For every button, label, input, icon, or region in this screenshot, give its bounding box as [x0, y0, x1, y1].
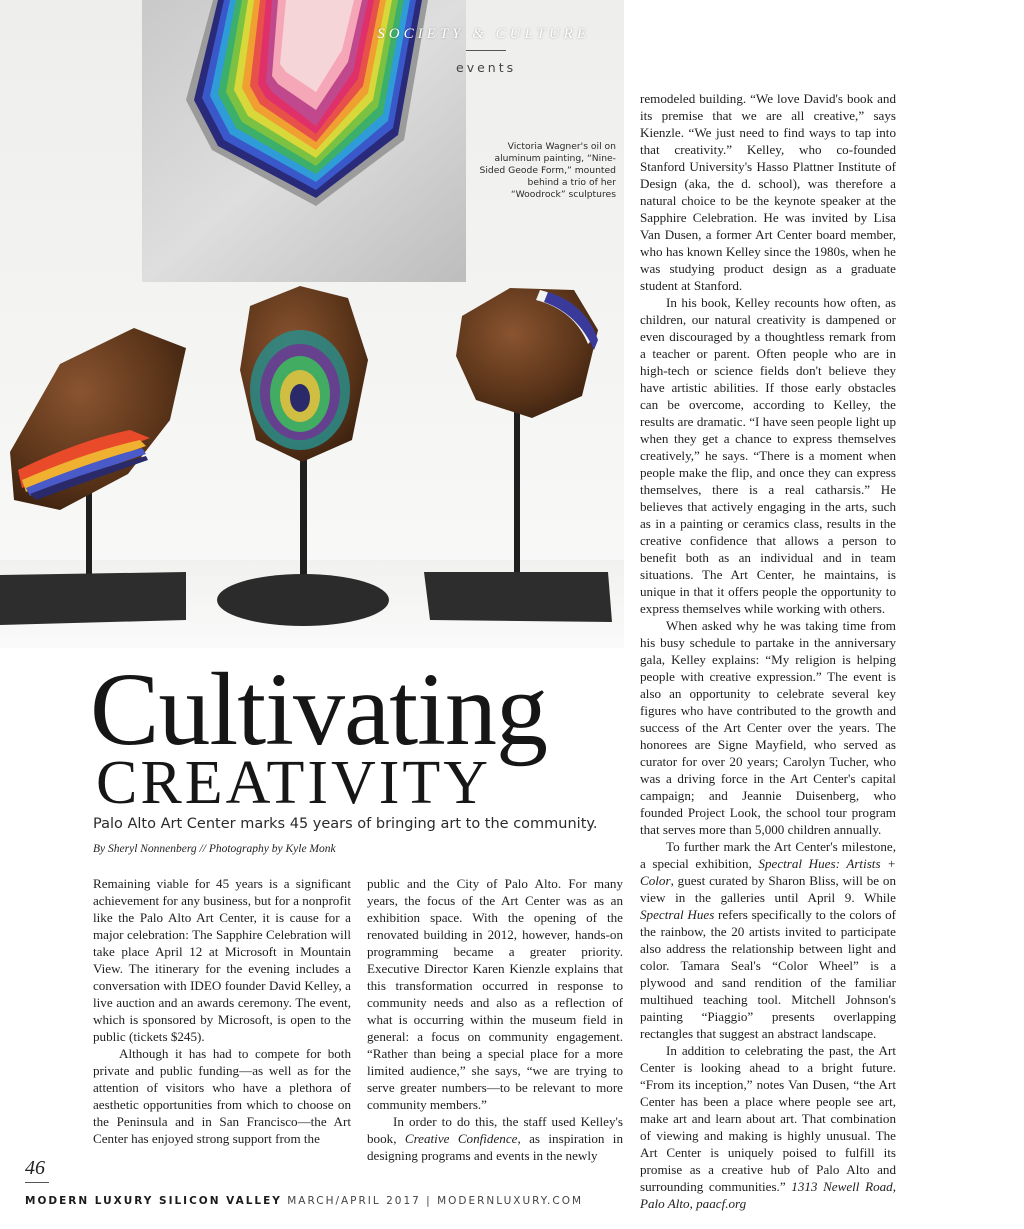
feature-photo [0, 0, 624, 648]
exhibition-title: Spectral Hues [640, 907, 715, 922]
exhibition-title: Spectral Hues: Artists + Color [640, 856, 896, 888]
body-column-2 [367, 875, 623, 1164]
text-run: To further mark the Art Center's milestone, a special exhibition, [640, 839, 896, 871]
article-dek: Palo Alto Art Center marks 45 years of bringing art to the community. [93, 816, 598, 832]
venue-address: 1313 Newell Road, Palo Alto, paacf.org [640, 1179, 896, 1211]
paragraph [640, 838, 896, 1042]
text-run: , as inspiration in designing programs and events in the newly [367, 1131, 623, 1163]
publication-name: MODERN LUXURY SILICON VALLEY [25, 1195, 282, 1207]
stand-right-base [424, 572, 612, 622]
photo-caption: Victoria Wagner's oil on aluminum painting, “Nine-Sided Geode Form,” mounted behind a trio of her “Woodrock” sculptures [479, 141, 616, 200]
text-run: In order to do this, the staff used Kelley's book, [367, 1114, 623, 1146]
page-footer [25, 1195, 583, 1207]
article-byline: By Sheryl Nonnenberg // Photography by Kyle Monk [93, 843, 336, 855]
book-title: Creative Confidence [404, 1131, 518, 1146]
page-number: 46 [25, 1157, 45, 1179]
page-number-rule [25, 1182, 49, 1183]
paragraph: Remaining viable for 45 years is a significant achievement for any business, but for a nonprofit like the Palo Alto Art Center, it is cause for a major celebration: The Sapphire Celebration will take place April 12 at Microsoft in Mountain View. The itinerary for the evening includes a conversation with IDEO founder David Kelley, a live auction and an awards ceremony. The event, which is sponsored by Microsoft, is open to the public (tickets $245). [93, 876, 351, 1044]
paragraph [367, 1113, 623, 1164]
photo-illustration [0, 0, 624, 648]
text-run: , guest curated by Sharon Bliss, will be on view in the galleries until April 9. While [640, 873, 896, 905]
text-run: refers specifically to the colors of the rainbow, the 20 artists invited to participate also address the relationship between light and color. Tamara Seal's “Color Wheel” is a plywood and sand rendition of the familiar multihued teaching tool. Mitchell Johnson's painting “Piaggio” presents overlapping rectangles that suggest an abstract landscape. [640, 907, 896, 1041]
stand-middle-pole [300, 450, 307, 580]
issue-date: MARCH/APRIL 2017 [287, 1195, 421, 1207]
body-column-1 [93, 875, 351, 1147]
footer-separator: | [426, 1195, 432, 1207]
stand-left-base [0, 572, 186, 625]
website-url[interactable]: MODERNLUXURY.COM [437, 1195, 584, 1207]
headline-sub: CREATIVITY [96, 749, 492, 817]
paragraph [640, 1042, 896, 1212]
stand-right-pole [514, 410, 520, 580]
paragraph: Although it has had to compete for both private and public funding—as well as for the attention of visitors who have a plethora of aesthetic opportunities from which to choose on the Peninsula and in San Francisco—the Art Center has enjoyed strong support from the [93, 1046, 351, 1146]
section-kicker: SOCIETY & CULTURE [377, 26, 590, 42]
paragraph: public and the City of Palo Alto. For many years, the focus of the Art Center was as an exhibition space. With the opening of the renovated building in 2012, however, hands-on programming became a greater priority. Executive Director Karen Kienzle explains that this transformation occurred in response to community needs and also as a reflection of what is occurring within the museum field in general: a focus on community engagement. “Rather than being a special place for a more limited audience,” she says, “we are trying to serve greater numbers—to be relevant to more community members.” [367, 876, 623, 1112]
paragraph: In his book, Kelley recounts how often, as children, our natural creativity is dampened or even discouraged by a thoughtless remark from a teacher or parent. Often people who are in high-tech or science fields don't believe they have artistic abilities. If those early obstacles can be overcome, according to Kelley, the results are dramatic. “I have seen people light up when they get a chance to express themselves creatively,” he says. “There is a moment when people make the flip, and once they can express themselves, there is a real catharsis.” He believes that actively engaging in the arts, such as in a painting or ceramics class, results in the creative confidence that allows a person to benefit both as an individual and in team situations. The Art Center, he maintains, is unique in that it offers people the opportunity to express themselves while working with others. [640, 295, 896, 616]
paragraph: When asked why he was taking time from his busy schedule to partake in the anniversary gala, Kelley explains: “My religion is helping people with creative expression.” The event is also an opportunity to celebrate several key figures who have contributed to the growth and success of the Art Center over the years. The honorees are Signe Mayfield, who served as curator for over 20 years; Carolyn Tucher, who was a driving force in the Art Center's capital campaign; and Jeannie Duisenberg, who founded Project Look, the school tour program that serves more than 5,000 children annually. [640, 618, 896, 837]
text-run: In addition to celebrating the past, the Art Center is looking ahead to a bright future. “From its inception,” notes Van Dusen, “the Art Center has been a place where people see art, make art and learn about art. That combination of viewing and making is highly unusual. The Art Center is uniquely poised to fulfill its promise as a creative hub of Palo Alto and surrounding communities.” [640, 1043, 896, 1194]
stand-middle-base [217, 574, 389, 626]
section-rule [466, 50, 506, 51]
body-column-3 [640, 90, 896, 1212]
paragraph: remodeled building. “We love David's book and its premise that we are all creative,” says Kienzle. “We just need to find ways to tap into that creativity.” Kelley, who co-founded Stanford University's Hasso Plattner Institute of Design (aka, the d. school), was therefore a natural choice to be the keynote speaker at the Sapphire Celebration. He was invited by Lisa Van Dusen, a former Art Center board member, who has known Kelley since the 1980s, when he was studying product design as a graduate student at Stanford. [640, 91, 896, 293]
section-subtitle: events [456, 60, 517, 75]
headline-main: Cultivating [90, 652, 547, 767]
